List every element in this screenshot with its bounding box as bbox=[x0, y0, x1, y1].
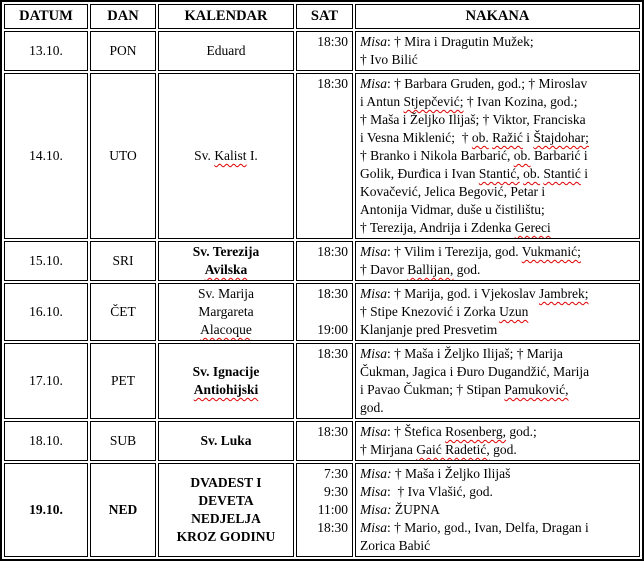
nakana-line bbox=[360, 483, 637, 501]
nakana-line bbox=[360, 261, 637, 279]
table-row bbox=[4, 31, 640, 71]
text-segment: Sv. bbox=[194, 148, 215, 163]
cell-datum: 18.10. bbox=[4, 421, 88, 461]
nakana-line bbox=[360, 501, 637, 519]
nakana-line bbox=[360, 93, 637, 111]
text-segment: : † Mira i Dragutin Mužek; bbox=[387, 34, 534, 49]
cell-datum: 17.10. bbox=[4, 343, 88, 419]
cell-sat bbox=[296, 343, 353, 419]
nakana-line bbox=[360, 111, 637, 129]
text-segment: : † Vilim i Terezija, god. bbox=[387, 244, 522, 259]
table-body bbox=[4, 31, 640, 557]
nakana-line bbox=[360, 285, 637, 303]
text-segment: Sv. Terezija bbox=[192, 244, 260, 259]
time-value: 18:30 bbox=[317, 346, 348, 361]
text-segment: Misa bbox=[360, 34, 387, 49]
misspelled-text-segment: Jambrek; bbox=[538, 286, 589, 301]
misspelled-text-segment: Ballijan, bbox=[407, 262, 454, 277]
misspelled-text-segment: Vukmanić; bbox=[521, 244, 581, 259]
kalendar-line bbox=[162, 528, 290, 546]
text-segment: Čukman, Jagica i Đuro Dugandžić, Marija bbox=[360, 364, 590, 379]
nakana-line bbox=[360, 381, 637, 399]
text-segment: Kovačević, Jelica Begović, Petar i bbox=[360, 184, 546, 199]
nakana-line bbox=[360, 129, 637, 147]
misspelled-text-segment: Pamuković, bbox=[504, 382, 569, 397]
time-value: 7:30 bbox=[323, 466, 348, 481]
text-segment: god. bbox=[489, 442, 517, 457]
text-segment: Misa bbox=[360, 76, 387, 91]
nakana-line bbox=[360, 399, 637, 417]
text-segment: Sv. Luka bbox=[200, 433, 252, 448]
cell-dan: SRI bbox=[90, 241, 156, 281]
nakana-line bbox=[360, 303, 637, 321]
kalendar-line bbox=[162, 363, 290, 381]
nakana-line bbox=[360, 441, 637, 459]
text-segment: DVADEST I bbox=[190, 475, 262, 490]
misspelled-text-segment: ob. bbox=[513, 148, 531, 163]
misspelled-text-segment: Ražić bbox=[492, 130, 523, 145]
table-row bbox=[4, 241, 640, 281]
nakana-line bbox=[360, 51, 637, 69]
kalendar-line bbox=[162, 285, 290, 303]
nakana-line bbox=[360, 465, 637, 483]
cell-nakana bbox=[355, 241, 640, 281]
misspelled-text-segment: Gaić Radetić, bbox=[416, 442, 490, 457]
misspelled-text-segment: Stantić bbox=[543, 166, 581, 181]
cell-dan: UTO bbox=[90, 73, 156, 239]
kalendar-line bbox=[162, 42, 290, 60]
time-value: 18:30 bbox=[317, 34, 348, 49]
text-segment: : † Marija, god. i Vjekoslav bbox=[387, 286, 539, 301]
cell-kalendar bbox=[158, 463, 294, 557]
time-value: 11:00 bbox=[317, 502, 348, 517]
header-kalendar: KALENDAR bbox=[158, 4, 294, 29]
cell-datum: 14.10. bbox=[4, 73, 88, 239]
cell-datum: 19.10. bbox=[4, 463, 88, 557]
text-segment: Zorica Babić bbox=[360, 538, 431, 553]
cell-datum: 16.10. bbox=[4, 283, 88, 341]
nakana-line bbox=[360, 201, 637, 219]
text-segment: † Maša i Željko Ilijaš bbox=[391, 466, 511, 481]
cell-sat bbox=[296, 73, 353, 239]
text-segment: † Mirjana bbox=[360, 442, 417, 457]
cell-datum: 15.10. bbox=[4, 241, 88, 281]
time-value: 18:30 bbox=[317, 286, 348, 301]
text-segment: † Davor bbox=[360, 262, 408, 277]
text-segment: Sv. Marija bbox=[197, 286, 255, 301]
text-segment: DEVETA bbox=[198, 493, 254, 508]
text-segment: † Terezija, Andrija i Zdenka bbox=[360, 220, 515, 235]
nakana-line bbox=[360, 363, 637, 381]
text-segment: † Maša i Željko Ilijaš; † Viktor, Franciska bbox=[360, 112, 586, 127]
text-segment: I. bbox=[246, 148, 258, 163]
nakana-line bbox=[360, 345, 637, 363]
kalendar-line bbox=[162, 492, 290, 510]
cell-dan: PET bbox=[90, 343, 156, 419]
table-row bbox=[4, 463, 640, 557]
nakana-line bbox=[360, 33, 637, 51]
cell-sat bbox=[296, 241, 353, 281]
text-segment: Misa bbox=[360, 484, 387, 499]
misspelled-text-segment: Stjepčević; bbox=[403, 94, 464, 109]
nakana-line bbox=[360, 321, 637, 339]
cell-kalendar bbox=[158, 283, 294, 341]
cell-nakana bbox=[355, 343, 640, 419]
cell-kalendar bbox=[158, 31, 294, 71]
nakana-line bbox=[360, 147, 637, 165]
cell-dan: PON bbox=[90, 31, 156, 71]
text-segment: Eduard bbox=[206, 43, 246, 58]
kalendar-line bbox=[162, 321, 290, 339]
text-segment: Misa bbox=[360, 346, 387, 361]
time-value: 18:30 bbox=[317, 244, 348, 259]
text-segment: Antonija Vidmar, duše u čistilištu; bbox=[360, 202, 545, 217]
misspelled-text-segment: Uzun bbox=[499, 304, 529, 319]
kalendar-line bbox=[162, 147, 290, 165]
nakana-line bbox=[360, 75, 637, 93]
misspelled-text-segment: Antiohijski bbox=[193, 382, 259, 397]
text-segment: Misa bbox=[360, 244, 387, 259]
table-row bbox=[4, 73, 640, 239]
text-segment: i Vesna Miklenić; † bbox=[360, 130, 472, 145]
nakana-line bbox=[360, 219, 637, 237]
header-row bbox=[4, 4, 640, 29]
text-segment: : † Štefica bbox=[387, 424, 446, 439]
cell-sat bbox=[296, 421, 353, 461]
kalendar-line bbox=[162, 474, 290, 492]
text-segment: Barbarić i bbox=[530, 148, 588, 163]
nakana-line bbox=[360, 519, 637, 537]
kalendar-line bbox=[162, 303, 290, 321]
nakana-line bbox=[360, 243, 637, 261]
misspelled-text-segment: ob. bbox=[471, 130, 489, 145]
kalendar-line bbox=[162, 243, 290, 261]
header-nakana: NAKANA bbox=[355, 4, 640, 29]
text-segment: Misa bbox=[360, 424, 387, 439]
text-segment: i Pavao Čukman; † Stipan bbox=[360, 382, 505, 397]
text-segment: † Branko i Nikola Barbarić, bbox=[360, 148, 514, 163]
cell-dan: SUB bbox=[90, 421, 156, 461]
time-value: 18:30 bbox=[317, 520, 348, 535]
cell-kalendar bbox=[158, 73, 294, 239]
nakana-line bbox=[360, 165, 637, 183]
text-segment: god.; bbox=[505, 424, 537, 439]
cell-sat bbox=[296, 31, 353, 71]
kalendar-line bbox=[162, 510, 290, 528]
cell-nakana bbox=[355, 463, 640, 557]
text-segment: † Ivan Kozina, god.; bbox=[463, 94, 578, 109]
header-sat: SAT bbox=[296, 4, 353, 29]
text-segment: : † Mario, god., Ivan, Delfa, Dragan i bbox=[387, 520, 589, 535]
text-segment: KROZ GODINU bbox=[176, 529, 276, 544]
text-segment: i bbox=[580, 166, 588, 181]
nakana-line bbox=[360, 537, 637, 555]
text-segment: † Stipe Knezović i Zorka bbox=[360, 304, 500, 319]
nakana-line bbox=[360, 423, 637, 441]
cell-dan: ČET bbox=[90, 283, 156, 341]
time-value: 19:00 bbox=[317, 322, 348, 337]
cell-kalendar bbox=[158, 343, 294, 419]
table-row bbox=[4, 283, 640, 341]
cell-nakana bbox=[355, 31, 640, 71]
misspelled-text-segment: Alacoque bbox=[200, 322, 252, 337]
cell-nakana bbox=[355, 283, 640, 341]
text-segment: Misa bbox=[360, 520, 387, 535]
cell-sat bbox=[296, 463, 353, 557]
cell-nakana bbox=[355, 421, 640, 461]
cell-sat bbox=[296, 283, 353, 341]
time-value bbox=[300, 303, 348, 321]
misspelled-text-segment: Kalist bbox=[214, 148, 247, 163]
misspelled-text-segment: Štajdohar; bbox=[533, 130, 589, 145]
time-value: 9:30 bbox=[323, 484, 348, 499]
text-segment: : † Maša i Željko Ilijaš; † Marija bbox=[387, 346, 563, 361]
text-segment: i Antun bbox=[360, 94, 404, 109]
text-segment: Misa bbox=[360, 286, 387, 301]
table-row bbox=[4, 343, 640, 419]
text-segment: † Ivo Bilić bbox=[360, 52, 418, 67]
text-segment: NEDJELJA bbox=[191, 511, 261, 526]
cell-nakana bbox=[355, 73, 640, 239]
text-segment: Misa: bbox=[360, 502, 392, 517]
table-header bbox=[4, 4, 640, 29]
cell-datum: 13.10. bbox=[4, 31, 88, 71]
time-value: 18:30 bbox=[317, 76, 348, 91]
text-segment: Golik, Đurđica i Ivan bbox=[360, 166, 479, 181]
cell-kalendar bbox=[158, 241, 294, 281]
misspelled-text-segment: Rosenberg, bbox=[445, 424, 506, 439]
text-segment: Margareta bbox=[198, 304, 254, 319]
misspelled-text-segment: ob. bbox=[523, 166, 540, 181]
kalendar-line bbox=[162, 261, 290, 279]
header-datum: DATUM bbox=[4, 4, 88, 29]
text-segment: Sv. Ignacije bbox=[192, 364, 260, 379]
time-value: 18:30 bbox=[317, 424, 348, 439]
misspelled-text-segment: Avilska bbox=[204, 262, 248, 277]
text-segment: i bbox=[522, 130, 534, 145]
text-segment: god. bbox=[360, 400, 384, 415]
text-segment: : † Iva Vlašić, god. bbox=[387, 484, 493, 499]
table-row bbox=[4, 421, 640, 461]
header-dan: DAN bbox=[90, 4, 156, 29]
cell-kalendar bbox=[158, 421, 294, 461]
text-segment: Klanjanje pred Presvetim bbox=[360, 322, 498, 337]
kalendar-line bbox=[162, 432, 290, 450]
kalendar-line bbox=[162, 381, 290, 399]
text-segment: ŽUPNA bbox=[391, 502, 440, 517]
misspelled-text-segment: Gereci bbox=[514, 220, 551, 235]
nakana-line bbox=[360, 183, 637, 201]
text-segment: Misa: bbox=[360, 466, 392, 481]
cell-dan: NED bbox=[90, 463, 156, 557]
misspelled-text-segment: Stantić, bbox=[478, 166, 520, 181]
text-segment: : † Barbara Gruden, god.; † Miroslav bbox=[387, 76, 588, 91]
text-segment: god. bbox=[453, 262, 481, 277]
